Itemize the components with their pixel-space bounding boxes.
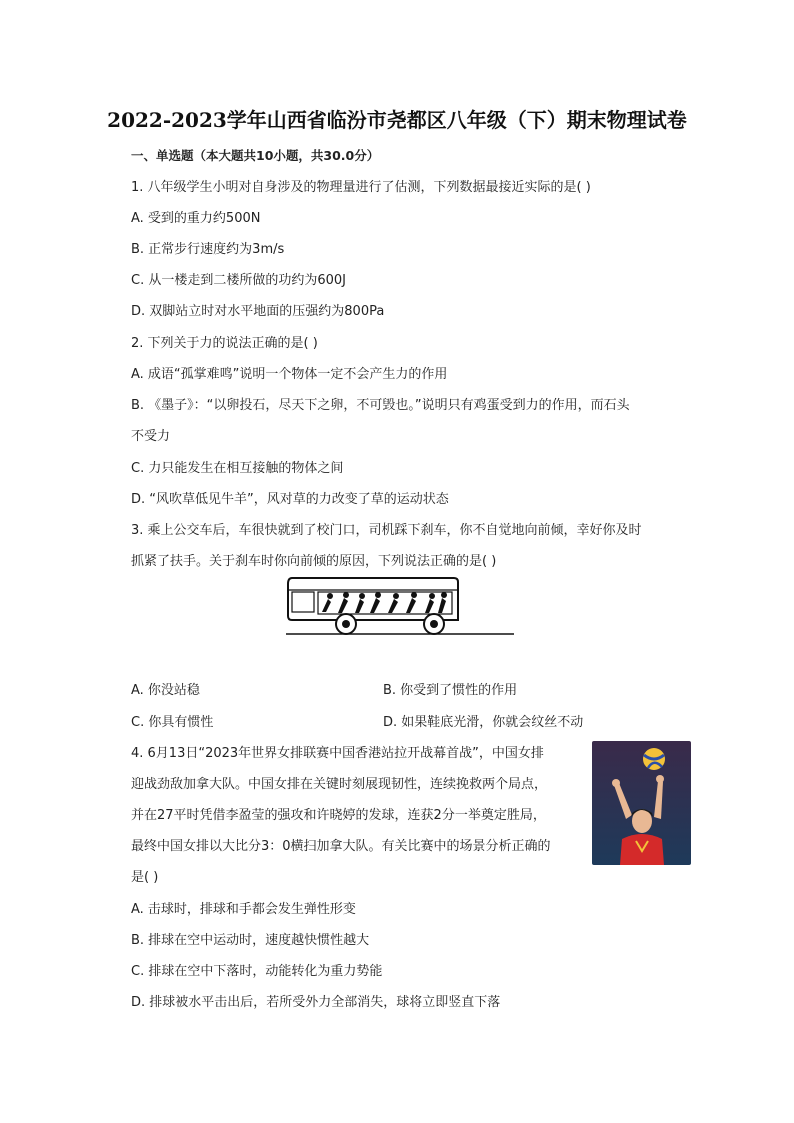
q3-stem-line2: 抓紧了扶手。关于刹车时你向前倾的原因，下列说法正确的是( ) xyxy=(131,554,497,569)
q4-stem-line4: 最终中国女排以大比分3：0横扫加拿大队。有关比赛中的场景分析正确的 xyxy=(131,839,551,854)
q4-option-d[interactable]: D. 排球被水平击出后，若所受外力全部消失，球将立即竖直下落 xyxy=(131,995,501,1010)
q2-option-a[interactable]: A. 成语“孤掌难鸣”说明一个物体一定不会产生力的作用 xyxy=(131,367,448,382)
q3-option-d[interactable]: D. 如果鞋底光滑，你就会纹丝不动 xyxy=(383,715,584,730)
q1-option-d[interactable]: D. 双脚站立时对水平地面的压强约为800Pa xyxy=(131,304,385,319)
q4-stem-line2: 迎战劲敌加拿大队。中国女排在关键时刻展现韧性，连续挽救两个局点， xyxy=(131,777,548,792)
q3-option-b[interactable]: B. 你受到了惯性的作用 xyxy=(383,683,518,698)
q4-option-a[interactable]: A. 击球时，排球和手都会发生弹性形变 xyxy=(131,902,356,917)
q1-stem: 1. 八年级学生小明对自身涉及的物理量进行了估测，下列数据最接近实际的是( ) xyxy=(131,180,591,195)
q1-option-c[interactable]: C. 从一楼走到二楼所做的功约为600J xyxy=(131,273,346,288)
q2-stem: 2. 下列关于力的说法正确的是( ) xyxy=(131,336,318,351)
q4-option-b[interactable]: B. 排球在空中运动时，速度越快惯性越大 xyxy=(131,933,370,948)
q2-option-c[interactable]: C. 力只能发生在相互接触的物体之间 xyxy=(131,461,344,476)
q3-stem-line1: 3. 乘上公交车后，车很快就到了校门口，司机踩下刹车，你不自觉地向前倾，幸好你及时 xyxy=(131,523,642,538)
bus-icon xyxy=(286,574,514,640)
q4-stem-line3: 并在27平时凭借李盈莹的强攻和许晓婷的发球，连获2分一举奠定胜局， xyxy=(131,808,546,823)
q2-option-b-cont: 不受力 xyxy=(131,429,171,444)
volleyball-photo xyxy=(592,741,691,865)
q2-option-b[interactable]: B. 《墨子》：“以卵投石，尽天下之卵，不可毁也。”说明只有鸡蛋受到力的作用，而石头 xyxy=(131,398,630,413)
q4-option-c[interactable]: C. 排球在空中下落时，动能转化为重力势能 xyxy=(131,964,383,979)
q4-stem-line5: 是( ) xyxy=(131,870,159,885)
q1-option-b[interactable]: B. 正常步行速度约为3m/s xyxy=(131,242,285,257)
q3-option-a[interactable]: A. 你没站稳 xyxy=(131,683,200,698)
q2-option-d[interactable]: D. “风吹草低见牛羊”，风对草的力改变了草的运动状态 xyxy=(131,492,449,507)
volleyball-player-icon xyxy=(592,741,691,865)
q3-option-c[interactable]: C. 你具有惯性 xyxy=(131,715,214,730)
q1-option-a[interactable]: A. 受到的重力约500N xyxy=(131,211,261,226)
section-heading: 一、单选题（本大题共10小题，共30.0分） xyxy=(131,148,380,163)
q4-stem-line1: 4. 6月13日“2023年世界女排联赛中国香港站拉开战幕首战”，中国女排 xyxy=(131,746,544,761)
bus-illustration xyxy=(286,574,514,640)
exam-title: 2022-2023学年山西省临汾市尧都区八年级（下）期末物理试卷 xyxy=(107,108,687,132)
